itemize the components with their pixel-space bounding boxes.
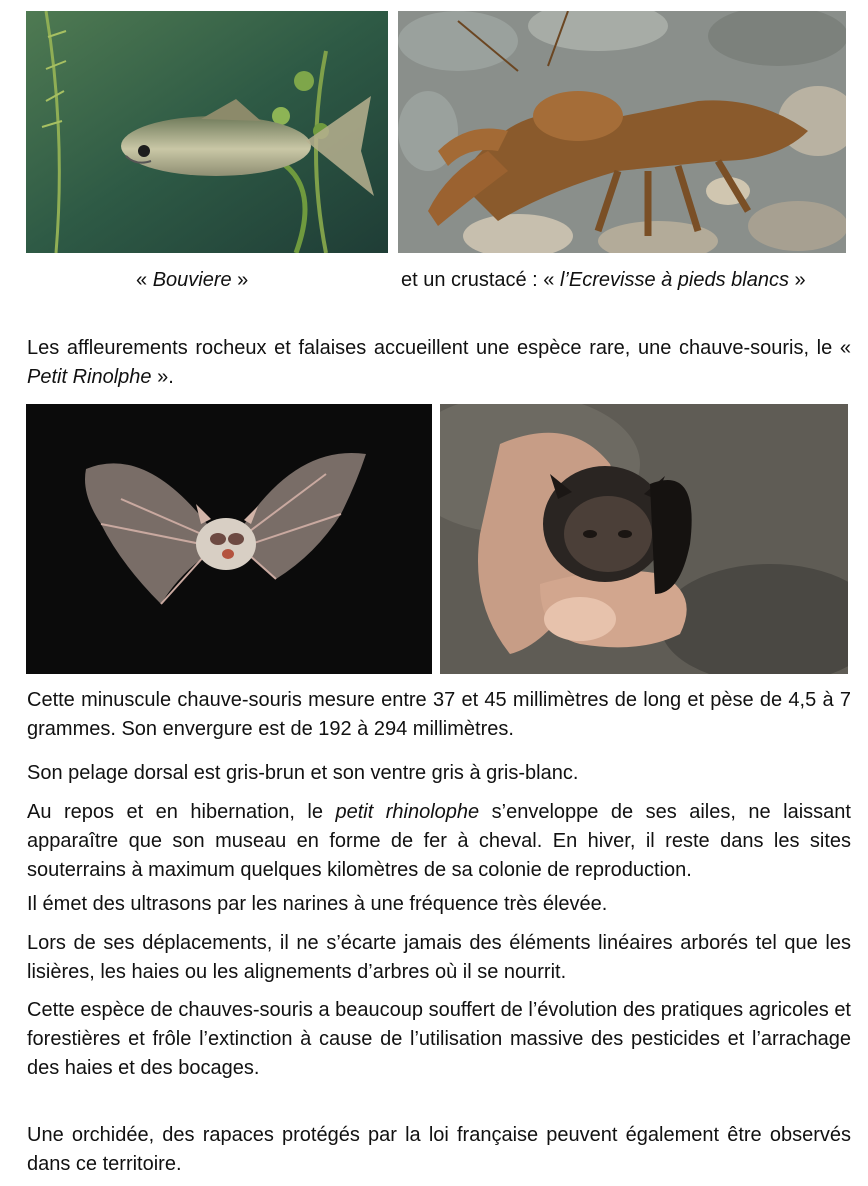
size-paragraph: Cette minuscule chauve-souris mesure entre 37 et 45 millimètres de long et pèse de 4,5 à 7 grammes. Son envergure est de 192 à 294 millimètres. <box>27 689 851 740</box>
intro-paragraph <box>27 334 851 392</box>
caption-quote-open: « <box>136 269 153 291</box>
territory-paragraph: Une orchidée, des rapaces protégés par la loi française peuvent également être observés dans ce territoire. <box>27 1124 851 1175</box>
flying-bat-photo <box>26 404 432 674</box>
extinction-paragraph: Cette espèce de chauves-souris a beaucoup souffert de l’évolution des pratiques agricoles et forestières et frôle l’extinction à cause de l’utilisation massive des pesticides et l’arrachage des haies et des bocages. <box>27 999 851 1079</box>
fur-paragraph: Son pelage dorsal est gris-brun et son ventre gris à gris-blanc. <box>27 762 579 784</box>
fish-caption <box>136 268 248 292</box>
white-clawed-crayfish-photo <box>398 11 846 253</box>
caption-prefix: et un crustacé : « <box>401 269 560 291</box>
intro-end: ». <box>151 366 174 388</box>
hibernation-paragraph <box>27 798 851 885</box>
fish-species-name: Bouviere <box>152 269 232 291</box>
movement-paragraph: Lors de ses déplacements, il ne s’écarte jamais des éléments linéaires arborés tel que les lisières, les haies ou les alignements d’arbres où il se nourrit. <box>27 932 851 983</box>
bitterling-fish-photo <box>26 11 388 253</box>
hibernation-text-start: Au repos et en hibernation, le <box>27 801 336 823</box>
bat-species-italic: petit rhinolophe <box>335 801 480 823</box>
caption-quote-close: » <box>231 269 249 291</box>
intro-text: Les affleurements rocheux et falaises accueillent une espèce rare, une chauve-souris, le « <box>27 337 851 359</box>
crayfish-caption <box>401 268 806 292</box>
ultrasound-paragraph: Il émet des ultrasons par les narines à une fréquence très élevée. <box>27 893 608 915</box>
bat-species-name: Petit Rinolphe <box>27 366 152 388</box>
caption-quote-close: » <box>788 269 806 291</box>
hibernation-text-end: s’enveloppe de ses ailes, ne laissant apparaître que son museau en forme de fer à cheval. En hiver, il reste dans les sites souterrains à maximum quelques kilomètres de sa colonie de reproduction. <box>27 801 851 881</box>
crayfish-species-name: l’Ecrevisse à pieds blancs <box>559 269 789 291</box>
bat-in-hand-photo <box>440 404 848 674</box>
